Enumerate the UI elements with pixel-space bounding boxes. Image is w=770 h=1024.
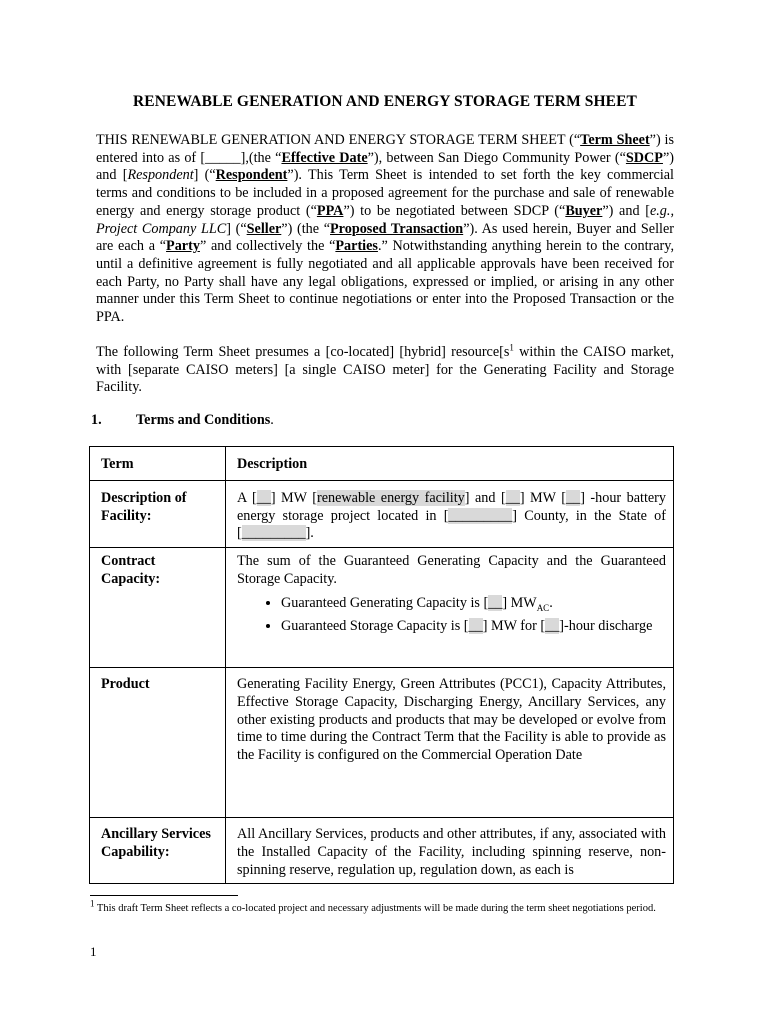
page-number: 1 [90,944,97,959]
header-term: Term [90,447,226,481]
row-term: Product [90,668,226,818]
form-field[interactable]: __ [566,490,581,506]
intro-paragraph: THIS RENEWABLE GENERATION AND ENERGY STORAGE TERM SHEET (“Term Sheet”) is entered into as of [_____],(the “Effective Date”), between San Diego Community Power (“SDCP”) and [Respondent] (“Respondent”). This Term Sheet is intended to set forth the key commercial terms and conditions to be included in a proposed agreement for the purchase and sale of renewable energy and energy storage product (“PPA”) to be negotiated between SDCP (“Buyer”) and [e.g., Project Company LLC] (“Seller”) (the “Proposed Transaction”). As used herein, Buyer and Seller are each a “Party” and collectively the “Parties.” Notwithstanding anything herein to the contrary, until a definitive agreement is fully negotiated and all applicable approvals have been received for each Party, no Party shall have any legal obligations, expressed or implied, or arising in any other manner under this Term Sheet to continue negotiations or enter into the Proposed Transaction or the PPA. [96,132,674,326]
defined-term: Respondent [215,167,288,184]
defined-term: Party [166,238,200,255]
row-term: Ancillary Services Capability: [90,818,226,884]
defined-term: Seller [246,220,282,237]
presumption-paragraph: The following Term Sheet presumes a [co-located] [hybrid] $resource[s^1$ within the CAISO market, with [separate CAISO meters] [a single CAISO meter] for the Generating Facility and Storage Facility. [96,342,674,396]
table-row [90,668,674,818]
defined-term: Effective Date [281,149,368,166]
section-title: Terms and Conditions [136,412,271,428]
footnote-mark: 1 [90,898,95,909]
bullet-list [237,595,666,636]
form-field[interactable]: __ [256,490,271,506]
form-field[interactable]: __ [468,618,483,635]
footnote-separator [90,895,238,896]
table-header-row [90,447,674,481]
form-field[interactable]: __ [545,618,560,635]
form-field[interactable]: renewable energy facility [317,490,465,506]
defined-term: Parties [335,238,378,255]
row-term: Description of Facility: [90,481,226,548]
row-term: Contract Capacity: [90,548,226,668]
section-number: 1. [91,412,102,428]
form-field[interactable]: __ [505,490,520,506]
form-field[interactable]: _________ [448,507,513,524]
defined-term: Term Sheet [580,132,650,148]
header-description: Description [226,447,674,481]
table-row [90,548,674,668]
form-field[interactable]: __ [488,594,503,611]
defined-term: Proposed Transaction [330,220,464,237]
defined-term: PPA [316,202,344,219]
footnote: $^1$ This draft Term Sheet reflects a co-located project and necessary adjustments will be made during the term sheet negotiations period. [90,898,656,914]
section-heading: 1. Terms and Conditions. [91,412,274,428]
document-title: RENEWABLE GENERATION AND ENERGY STORAGE TERM SHEET [133,93,637,110]
row-description: All Ancillary Services, products and other attributes, if any, associated with the Installed Capacity of the Facility, including spinning reserve, non-spinning reserve, regulation up, regulation down, as each is [226,818,674,884]
list-item: • Guaranteed Generating Capacity is [__] $MW_{AC}$. [281,595,666,613]
footnote-ref[interactable]: 1 [509,342,514,353]
list-item: • Guaranteed Storage Capacity is [__] MW for [__]-hour discharge [281,618,666,636]
terms-table [89,446,674,884]
table-row [90,818,674,884]
table-row [90,481,674,548]
row-description: The sum of the Guaranteed Generating Capacity and the Guaranteed Storage Capacity. • Guaranteed Generating Capacity is [__] $MW_{AC}$. • Guaranteed Storage Capacity is [__] MW for [__]-hour discharge [226,548,674,668]
defined-term: Buyer [565,202,603,219]
row-description: A [__] MW [renewable energy facility] and [__] MW [__] -hour battery energy storage project located in [_________] County, in the State of [_________]. [226,481,674,548]
defined-term: SDCP [625,149,663,166]
row-description: Generating Facility Energy, Green Attributes (PCC1), Capacity Attributes, Effective Storage Capacity, Discharging Energy, Ancillary Services, any other existing products and products that may be developed or evolve from time to time during the Contract Term that the Facility is able to provide as the Facility is configured on the Commercial Operation Date [226,668,674,818]
form-field[interactable]: _________ [241,525,306,542]
